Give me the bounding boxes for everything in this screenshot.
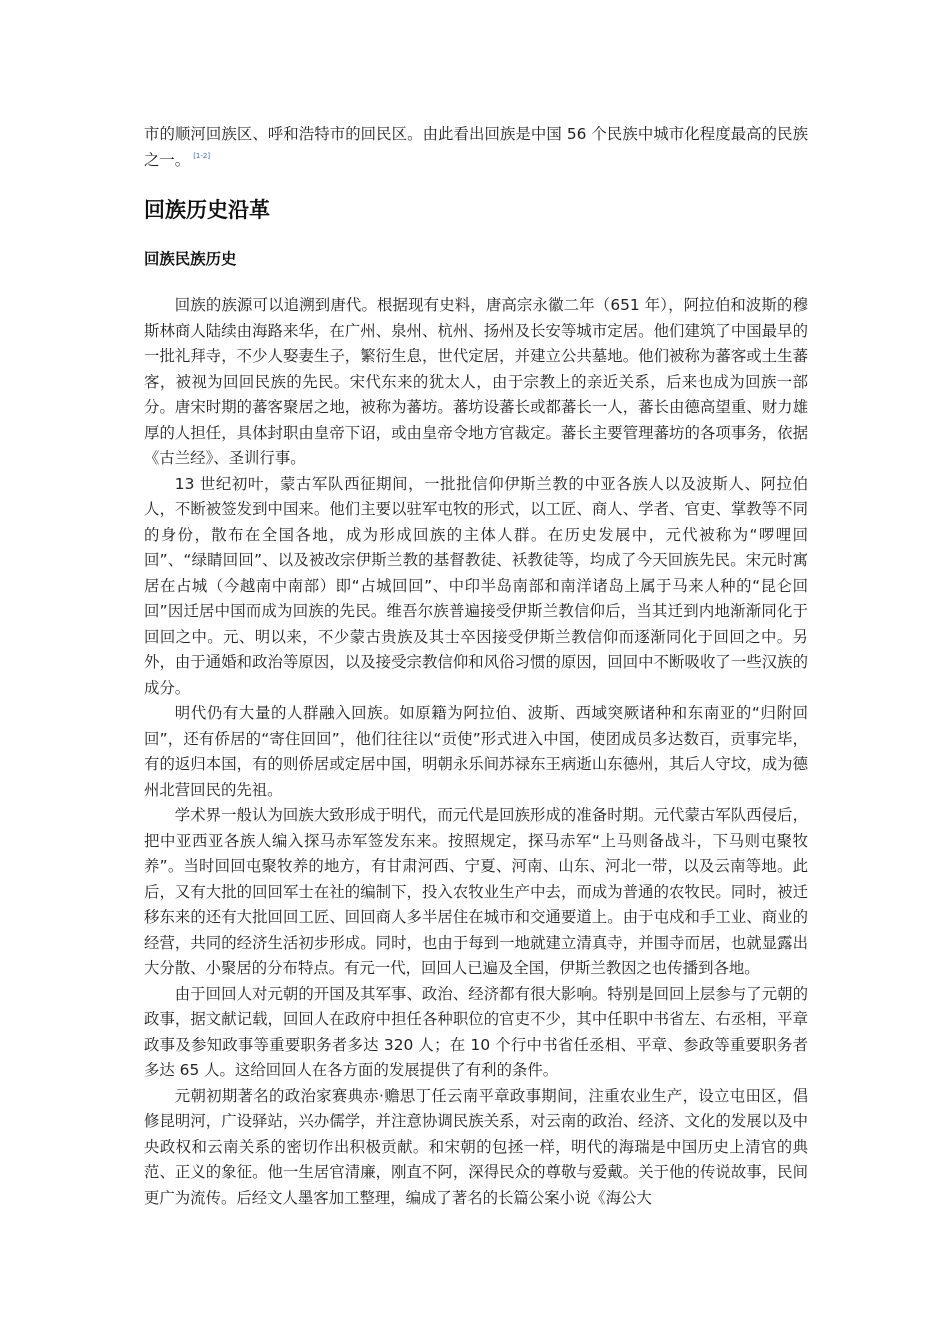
paragraph-yuan-politics: 由于回回人对元朝的开国及其军事、政治、经济都有很大影响。特别是回回上层参与了元朝的政事，据文献记载，回回人在政府中担任各种职位的官吏不少，其中任职中书省左、右丞相，平章政事及参知政事等重要职务者多达 320 人；在 10 个行中书省任丞相、平章、参政等重要职务者多达 65 人。这给回回人在各方面的发展提供了有利的条件。: [144, 984, 808, 1079]
document-content: [144, 122, 808, 1211]
paragraph-tang-origins: 回族的族源可以追溯到唐代。根据现有史料，唐高宗永徽二年（651 年），阿拉伯和波斯的穆斯林商人陆续由海路来华，在广州、泉州、杭州、扬州及长安等城市定居。他们建筑了中国最早的一批礼拜寺，不少人娶妻生子，繁衍生息，世代定居，并建立公共墓地。他们被称为蕃客或土生蕃客，被视为回回民族的先民。宋代东来的犹太人，由于宗教上的亲近关系，后来也成为回族一部分。唐宋时期的蕃客聚居之地，被称为蕃坊。蕃坊设蕃长或都蕃长一人，蕃长由德高望重、财力雄厚的人担任，具体封职由皇帝下诏，或由皇帝令地方官裁定。蕃长主要管理蕃坊的各项事务，依据《古兰经》、圣训行事。: [144, 296, 808, 467]
citation-link[interactable]: [1-2]: [193, 152, 211, 161]
paragraph-formation: 学术界一般认为回族大致形成于明代，而元代是回族形成的准备时期。元代蒙古军队西侵后，把中亚西亚各族人编入探马赤军签发东来。按照规定，探马赤军“上马则备战斗，下马则屯聚牧养”。当时回回屯聚牧养的地方，有甘肃河西、宁夏、河南、山东、河北一带，以及云南等地。此后，又有大批的回回军士在社的编制下，投入农牧业生产中去，而成为普通的农牧民。同时，被迁移东来的还有大批回回工匠、回回商人多半居住在城市和交通要道上。由于屯戍和手工业、商业的经营，共同的经济生活初步形成。同时，也由于每到一地就建立清真寺，并围寺而居，也就显露出大分散、小聚居的分布特点。有元一代，回回人已遍及全国，伊斯兰教因之也传播到各地。: [144, 806, 808, 977]
paragraph-notable-figures: 元朝初期著名的政治家赛典赤·赡思丁任云南平章政事期间，注重农业生产，设立屯田区，倡修昆明河，广设驿站，兴办儒学，并注意协调民族关系，对云南的政治、经济、文化的发展以及中央政权和云南关系的密切作出积极贡献。和宋朝的包拯一样，明代的海瑞是中国历史上清官的典范、正义的象征。他一生居官清廉，刚直不阿，深得民众的尊敬与爱戴。关于他的传说故事，民间更广为流传。后经文人墨客加工整理，编成了著名的长篇公案小说《海公大: [144, 1086, 808, 1207]
intro-text: 市的顺河回族区、呼和浩特市的回民区。由此看出回族是中国 56 个民族中城市化程度最高的民族之一。: [144, 125, 808, 169]
subsection-title: 回族民族历史: [144, 250, 237, 268]
intro-paragraph: [144, 122, 808, 173]
paragraph-ming-dynasty: 明代仍有大量的人群融入回族。如原籍为阿拉伯、波斯、西域突厥诸种和东南亚的“归附回回”，还有侨居的“寄住回回”，他们往往以“贡使”形式进入中国，使团成员多达数百，贡事完毕，有的返归本国，有的则侨居或定居中国，明朝永乐间苏禄东王病逝山东德州，其后人守坟，成为德州北营回民的先祖。: [144, 704, 808, 799]
body-paragraphs: [144, 293, 808, 1211]
section-title: 回族历史沿革: [144, 198, 270, 222]
paragraph-13th-century: 13 世纪初叶，蒙古军队西征期间，一批批信仰伊斯兰教的中亚各族人以及波斯人、阿拉伯人，不断被签发到中国来。他们主要以驻军屯牧的形式，以工匠、商人、学者、官吏、掌教等不同的身份，散布在全国各地，成为形成回族的主体人群。在历史发展中，元代被称为“啰哩回回”、“绿睛回回”、以及被改宗伊斯兰教的基督教徒、袄教徒等，均成了今天回族先民。宋元时寓居在占城（今越南中南部）即“占城回回”、中印半岛南部和南洋诸岛上属于马来人种的“昆仑回回”因迁居中国而成为回族的先民。维吾尔族普遍接受伊斯兰教信仰后，当其迁到内地渐渐同化于回回之中。元、明以来，不少蒙古贵族及其士卒因接受伊斯兰教信仰而逐渐同化于回回之中。另外，由于通婚和政治等原因，以及接受宗教信仰和风俗习惯的原因，回回中不断吸收了一些汉族的成分。: [144, 474, 808, 697]
